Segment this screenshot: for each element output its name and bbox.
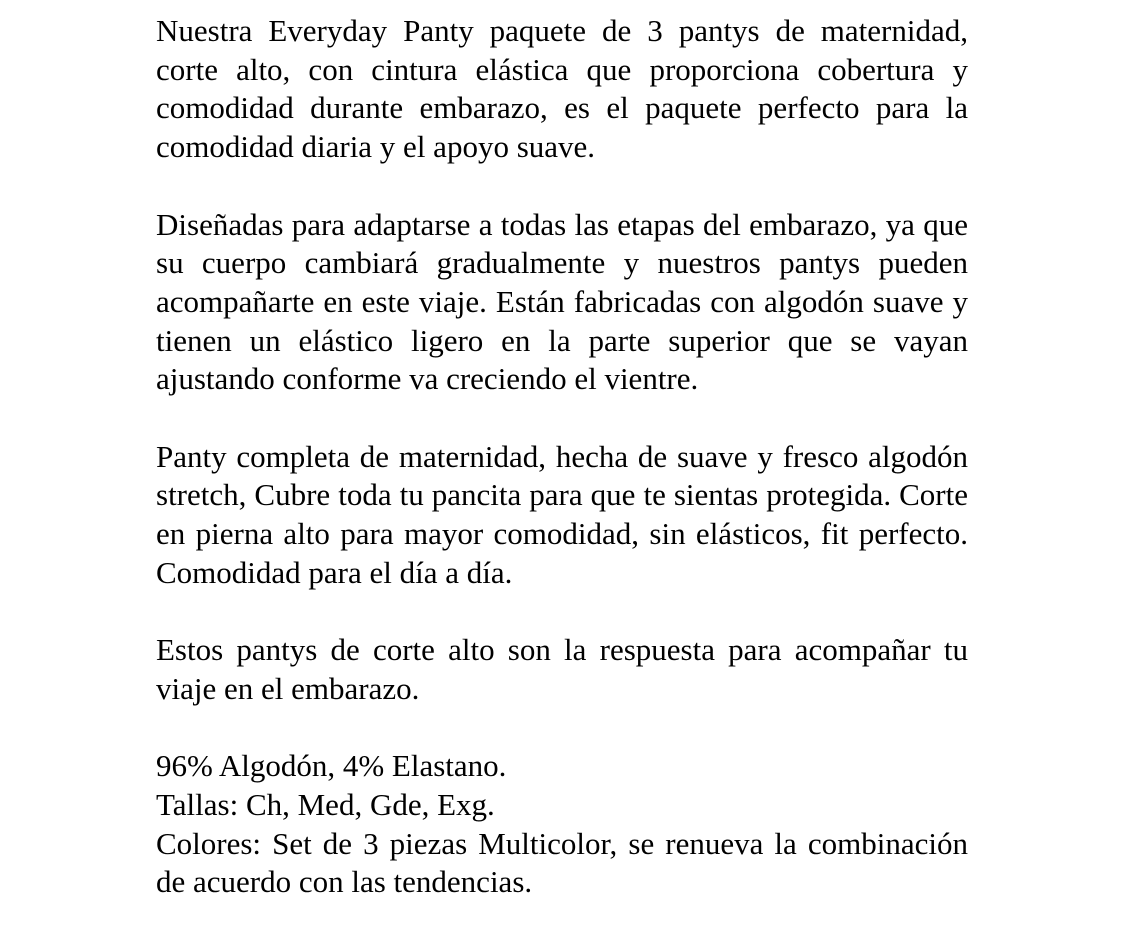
paragraph-intro: Nuestra Everyday Panty paquete de 3 pantys de maternidad, corte alto, con cintura elástica que proporciona cobertura y comodidad durante embarazo, es el paquete perfecto para la comodidad diaria y el apoyo suave. [156,13,968,165]
paragraph-summary: Estos pantys de corte alto son la respuesta para acompañar tu viaje en el embarazo. [156,632,968,706]
composition-line: 96% Algodón, 4% Elastano. [156,748,507,784]
paragraph-features: Panty completa de maternidad, hecha de suave y fresco algodón stretch, Cubre toda tu pancita para que te sientas protegida. Corte en pierna alto para mayor comodidad, sin elásticos, fit perfecto. Comodidad para el día a día. [156,438,968,590]
paragraph-design: Diseñadas para adaptarse a todas las etapas del embarazo, ya que su cuerpo cambiará gradualmente y nuestros pantys pueden acompañarte en este viaje. Están fabricadas con algodón suave y tienen un elástico ligero en la parte superior que se vayan ajustando conforme va creciendo el vientre. [156,206,968,397]
sizes-line: Tallas: Ch, Med, Gde, Exg. [156,787,495,822]
colors-line: Colores: Set de 3 piezas Multicolor, se renueva la combinación de acuerdo con las tendencias. [156,825,968,900]
